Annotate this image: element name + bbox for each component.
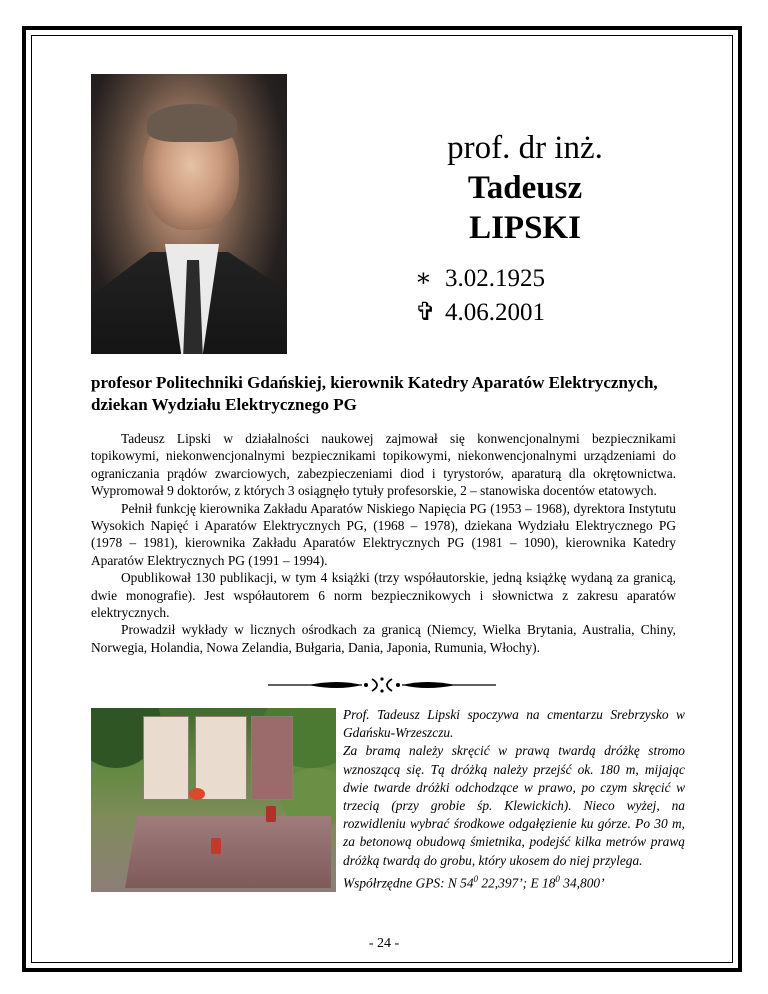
birth-date: 3.02.1925 <box>445 265 545 292</box>
paragraph: Opublikował 130 publikacji, w tym 4 książki (trzy współautorskie, jedną książkę wydaną za granicą, dwie monografie). Jest współautorem 6 norm bezpiecznikowych i słownictwa z zakresu aparatów elektrycznych. <box>91 570 676 621</box>
cross-icon: ✞ <box>415 299 436 326</box>
ornament-divider-icon <box>268 676 496 694</box>
subtitle: profesor Politechniki Gdańskiej, kierownik Katedry Aparatów Elektrycznych, dziekan Wydziału Elektrycznego PG <box>91 373 658 414</box>
page-number: - 24 - <box>368 936 400 951</box>
death-date: 4.06.2001 <box>445 299 545 326</box>
gps-coordinates: Współrzędne GPS: N $54^0$ 22,397’; E $18^0$ 34,800’ <box>343 873 605 891</box>
burial-place: Prof. Tadeusz Lipski spoczywa na cmentarzu Srebrzysko w Gdańsku-Wrzeszczu. <box>343 707 685 741</box>
life-dates <box>415 262 545 330</box>
first-name: Tadeusz <box>467 170 583 206</box>
biography-text <box>91 430 676 656</box>
last-name: LIPSKI <box>469 210 581 246</box>
title-block <box>380 128 670 248</box>
birth-star-icon: ∗ <box>415 265 432 292</box>
paragraph: Pełnił funkcję kierownika Zakładu Aparatów Niskiego Napięcia PG (1953 – 1968), dyrektora Instytutu Wysokich Napięć i Aparatów Elektrycznych PG, (1968 – 1978), dziekana Wydziału Elektrycznego PG (1978 – 1981), kierownika Zakładu Aparatów Elektrycznych PG (1981 – 1090), kierownika Katedry Aparatów Elektrycznych PG (1991 – 1994). <box>91 500 676 568</box>
paragraph: Prowadził wykłady w licznych ośrodkach za granicą (Niemcy, Wielka Brytania, Australia, Chiny, Norwegia, Holandia, Nowa Zelandia, Bułgaria, Dania, Japonia, Rumunia, Włochy). <box>91 622 676 655</box>
academic-degree: prof. dr inż. <box>447 130 603 166</box>
paragraph: Tadeusz Lipski w działalności naukowej zajmował się konwencjonalnymi bezpiecznikami topikowymi, niekonwencjonalnymi bezpiecznikami topikowymi, niekonwencjonalnymi urządzeniami do ograniczania prądów zwarciowych, zabezpieczeniami diod i tyrystorów, aparaturą dla okrętownictwa. Wypromował 9 doktorów, z których 3 osiągnęło tytuły profesorskie, 2 – stanowiska docentów etatowych. <box>91 431 676 499</box>
directions-text: Za bramą należy skręcić w prawą twardą dróżkę stromo wznoszącą się. Tą dróżką należy przejść ok. 180 m, mijając dwie twarde dróżki odchodzące w prawo, po czym skręcić w trzecią (przy grobie śp. Klewickich). Nieco wyżej, na rozwidleniu wybrać środkowe odgałęzienie ku górze. Po 30 m, za betonową obudową śmietnika, podejść kilka metrów prawą dróżką twardą do grobu, który ukosem do niej przylega. <box>343 743 685 868</box>
grave-caption <box>343 706 685 893</box>
grave-photo <box>91 708 336 892</box>
portrait-photo <box>91 74 287 354</box>
